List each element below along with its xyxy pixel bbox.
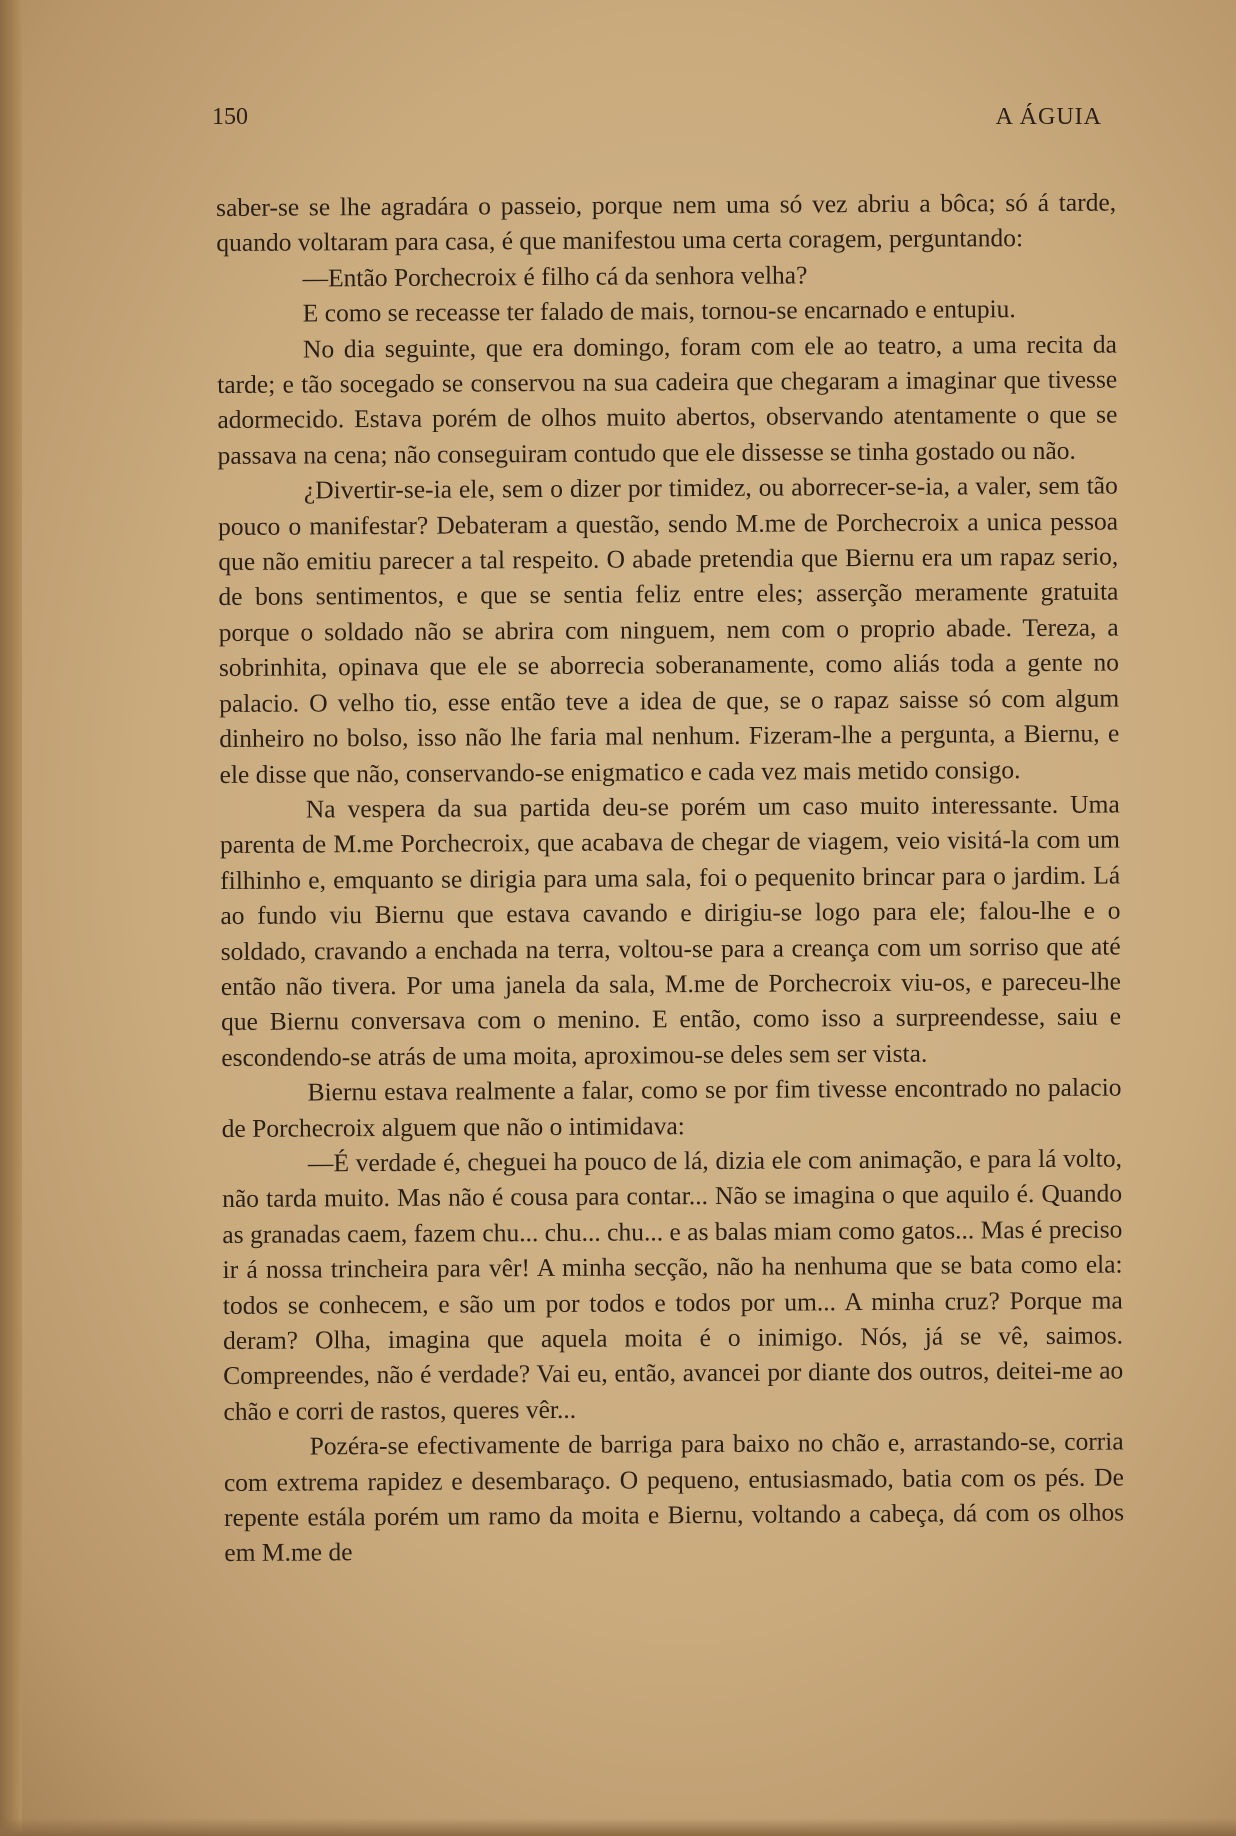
paragraph: Biernu estava realmente a falar, como se por fim tivesse encontrado no palacio de Porchecroix alguem que não o intimidava: <box>221 1072 1122 1143</box>
running-title: A ÁGUIA <box>995 104 1102 130</box>
paragraph: Na vespera da sua partida deu-se porém um caso muito interessante. Uma parenta de M.me Porchecroix, que acabava de chegar de viagem, veio visitá-la com um filhinho e, emquanto se dirigia para uma sala, foi o pequenito brincar para o jardim. Lá ao fundo viu Biernu que estava cavando e dirigiu-se logo para ele; falou-lhe e o soldado, cravando a enchada na terra, voltou-se para a creança com um sorriso que até então não tivera. Por uma janela da sala, M.me de Porchecroix viu-os, e pareceu-lhe que Biernu conversava com o menino. E então, como isso a surpreendesse, saiu e escondendo-se atrás de uma moita, aproximou-se deles sem ser vista. <box>219 789 1122 1072</box>
paragraph: Pozéra-se efectivamente de barriga para baixo no chão e, arrastando-se, corria com extrema rapidez e desembaraço. O pequeno, entusiasmado, batia com os pés. De repente estála porém um ramo da moita e Biernu, voltando a cabeça, dá com os olhos em M.me de <box>223 1426 1125 1568</box>
paragraph: saber-se se lhe agradára o passeio, porque nem uma só vez abriu a bôca; só á tarde, quando voltaram para casa, é que manifestou uma certa coragem, perguntando: <box>216 187 1117 258</box>
page-header <box>212 104 1102 134</box>
paragraph: —É verdade é, cheguei ha pouco de lá, dizia ele com animação, e para lá volto, não tarda muito. Mas não é cousa para contar... Não se imagina o que aquilo é. Quando as granadas caem, fazem chu... chu... chu... e as balas miam como gatos... Mas é preciso ir á nossa trincheira para vêr! A minha secção, não ha nenhuma que se bata como ela: todos se conhecem, e são um por todos e todos por um... A minha cruz? Porque ma deram? Olha, imagina que aquela moita é o inimigo. Nós, já se vê, saimos. Compreendes, não é verdade? Vai eu, então, avancei por diante dos outros, deitei-me ao chão e corri de rastos, queres vêr... <box>222 1143 1124 1426</box>
body-text <box>216 185 1124 1571</box>
paragraph: E como se receasse ter falado de mais, tornou-se encarnado e entupiu. <box>302 294 1016 328</box>
page-number: 150 <box>212 104 248 130</box>
page-edge-shadow <box>0 0 22 1836</box>
paragraph: ¿Divertir-se-ia ele, sem o dizer por timidez, ou aborrecer-se-ia, a valer, sem tão pouco o manifestar? Debateram a questão, sendo M.me de Porchecroix a unica pessoa que não emitiu parecer a tal respeito. O abade pretendia que Biernu era um rapaz serio, de bons sentimentos, e que se sentia feliz entre eles; asserção meramente gratuita porque o soldado não se abrira com ninguem, nem com o proprio abade. Tereza, a sobrinhita, opinava que ele se aborrecia soberanamente, como aliás toda a gente no palacio. O velho tio, esse então teve a idea de que, se o rapaz saisse só com algum dinheiro no bolso, isso não lhe faria mal nenhum. Fizeram-lhe a pergunta, a Biernu, e ele disse que não, conservando-se enigmatico e cada vez mais metido consigo. <box>217 470 1120 789</box>
paragraph: —Então Porchecroix é filho cá da senhora velha? <box>302 260 808 293</box>
paragraph: No dia seguinte, que era domingo, foram com ele ao teatro, a uma recita da tarde; e tão socegado se conservou na sua cadeira que chegaram a imaginar que tivesse adormecido. Estava porém de olhos muito abertos, observando atentamente o que se passava na cena; não conseguiram contudo que ele dissesse se tinha gostado ou não. <box>217 329 1118 470</box>
page-bottom-shadow <box>0 1818 1236 1836</box>
